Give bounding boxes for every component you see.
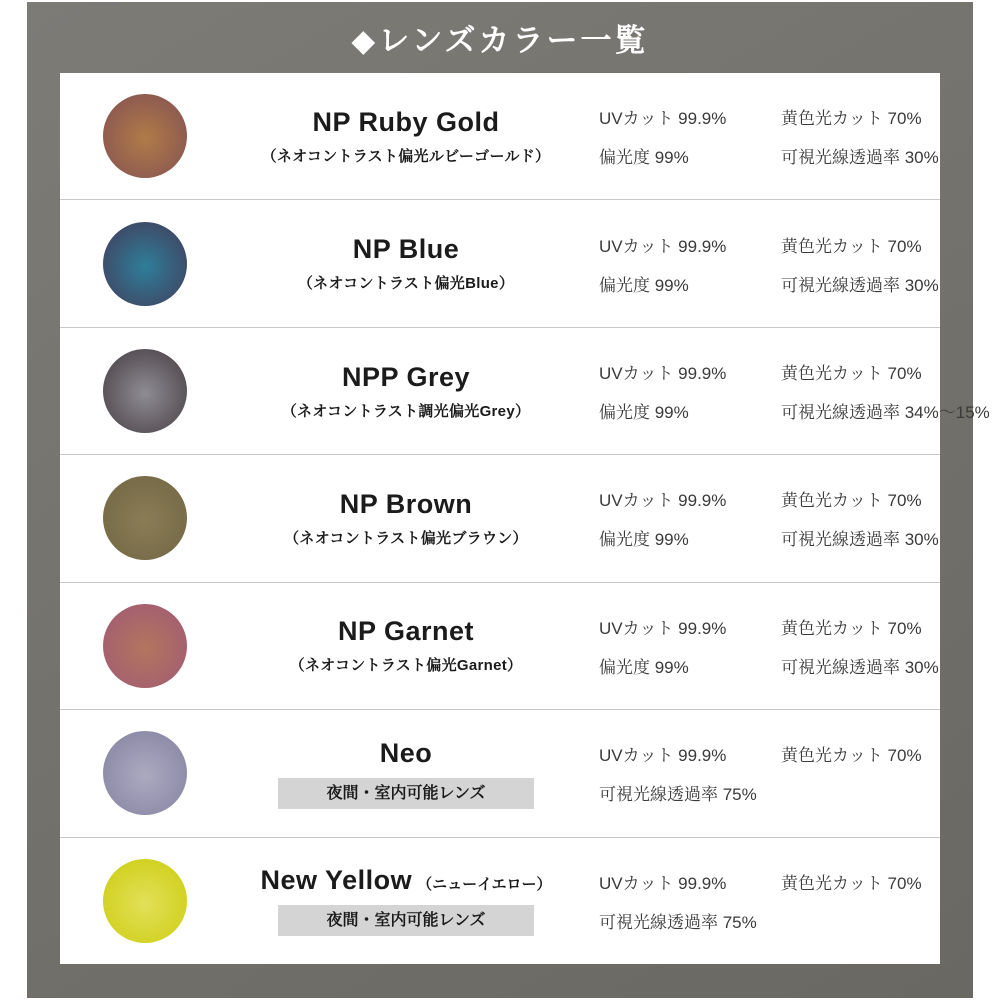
spec-extra: 可視光線透過率 30% (781, 530, 939, 550)
spec-uv-cut: UVカット 99.9% (599, 236, 727, 256)
lens-table (60, 73, 990, 964)
spec-yellow-light-cut: 黄色光カット 70% (781, 236, 922, 256)
spec-yellow-light-cut: 黄色光カット 70% (781, 618, 922, 638)
spec-cell (599, 614, 939, 678)
night-indoor-badge: 夜間・室内可能レンズ (278, 905, 534, 936)
lens-row (60, 199, 940, 326)
name-line (340, 489, 473, 520)
name-line (338, 616, 474, 647)
spec-secondary: 偏光度 99% (599, 657, 689, 677)
lens-color-swatch-icon (103, 94, 187, 178)
lens-name: NP Blue (352, 234, 460, 265)
spec-uv-cut: UVカット 99.9% (599, 109, 727, 129)
swatch-cell (60, 476, 230, 560)
spec-uv-cut: UVカット 99.9% (599, 746, 727, 766)
name-cell (230, 616, 582, 675)
spec-yellow-light-cut: 黄色光カット 70% (781, 364, 922, 384)
name-line (342, 362, 470, 393)
spec-cell (599, 869, 922, 933)
spec-uv-cut: UVカット 99.9% (599, 364, 727, 384)
lens-name: New Yellow (260, 865, 413, 896)
spec-uv-cut: UVカット 99.9% (599, 873, 727, 893)
lens-subtitle: （ネオコントラスト調光偏光Grey） (281, 402, 531, 420)
lens-name: NP Brown (339, 488, 473, 519)
lens-subtitle: （ネオコントラスト偏光Garnet） (289, 657, 523, 675)
lens-name: NP Garnet (337, 616, 475, 647)
spec-uv-cut: UVカット 99.9% (599, 618, 727, 638)
lens-row (60, 327, 990, 454)
swatch-cell (60, 349, 230, 433)
spec-secondary: 偏光度 99% (599, 403, 689, 423)
lens-row (60, 73, 940, 199)
lens-name-kana: （ニューイエロー） (417, 876, 552, 894)
lens-color-swatch-icon (103, 222, 187, 306)
spec-yellow-light-cut: 黄色光カット 70% (781, 873, 922, 893)
swatch-cell (60, 731, 230, 815)
spec-extra: 可視光線透過率 34%～15% (781, 403, 990, 423)
name-cell (230, 234, 582, 293)
name-cell (230, 489, 582, 548)
lens-subtitle: （ネオコントラスト偏光ブラウン） (284, 529, 528, 547)
name-cell (230, 107, 582, 166)
spec-cell (599, 486, 939, 550)
name-cell (230, 362, 582, 421)
spec-secondary: 偏光度 99% (599, 148, 689, 168)
swatch-cell (60, 859, 230, 943)
name-cell (230, 865, 582, 936)
name-line (380, 738, 433, 769)
lens-color-swatch-icon (103, 349, 187, 433)
spec-cell (599, 104, 939, 168)
lens-color-swatch-icon (103, 476, 187, 560)
spec-secondary: 偏光度 99% (599, 530, 689, 550)
spec-cell (599, 741, 922, 805)
name-line (312, 107, 499, 138)
spec-yellow-light-cut: 黄色光カット 70% (781, 746, 922, 766)
lens-row (60, 709, 940, 836)
spec-extra: 可視光線透過率 30% (781, 275, 939, 295)
spec-extra: 可視光線透過率 30% (781, 657, 939, 677)
swatch-cell (60, 94, 230, 178)
name-cell (230, 738, 582, 809)
spec-yellow-light-cut: 黄色光カット 70% (781, 491, 922, 511)
spec-secondary: 可視光線透過率 75% (599, 912, 757, 932)
spec-cell (599, 359, 990, 423)
name-line (353, 234, 460, 265)
page-title: ◆レンズカラー一覧 (351, 22, 649, 58)
lens-color-swatch-icon (103, 604, 187, 688)
lens-subtitle: （ネオコントラスト偏光Blue） (297, 275, 515, 293)
spec-extra: 可視光線透過率 30% (781, 148, 939, 168)
title-bar (27, 2, 973, 72)
spec-uv-cut: UVカット 99.9% (599, 491, 727, 511)
lens-row (60, 454, 940, 581)
night-indoor-badge: 夜間・室内可能レンズ (278, 778, 534, 809)
lens-color-swatch-icon (103, 731, 187, 815)
name-line (261, 865, 552, 896)
swatch-cell (60, 222, 230, 306)
lens-name: Neo (379, 737, 433, 768)
spec-secondary: 可視光線透過率 75% (599, 785, 757, 805)
spec-yellow-light-cut: 黄色光カット 70% (781, 109, 922, 129)
lens-name: NP Ruby Gold (312, 106, 500, 137)
swatch-cell (60, 604, 230, 688)
spec-secondary: 偏光度 99% (599, 275, 689, 295)
lens-subtitle: （ネオコントラスト偏光ルビーゴールド） (261, 147, 551, 165)
grey-frame (27, 2, 990, 998)
lens-row (60, 837, 940, 964)
lens-name: NPP Grey (341, 361, 471, 392)
lens-color-swatch-icon (103, 859, 187, 943)
spec-cell (599, 232, 939, 296)
lens-row (60, 582, 940, 709)
